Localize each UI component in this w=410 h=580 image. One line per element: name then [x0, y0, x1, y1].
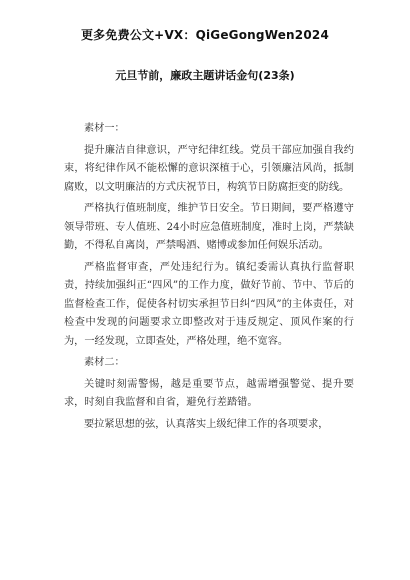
- section-label: 素材一：: [84, 123, 125, 134]
- body-paragraph: 要拉紧思想的弦，认真落实上级纪律工作的各项要求，: [84, 418, 329, 430]
- section-label: 素材二：: [84, 357, 125, 368]
- body-paragraph: 关键时刻需警惕，越是重要节点，越需增强警觉、提升要求，时刻自我监督和自省，避免行差踏错。: [64, 378, 354, 408]
- body-paragraph: 严格执行值班制度，维护节日安全。节日期间，要严格遵守领导带班、专人值班、24小时应急值班制度，准时上岗，严禁缺勤，不得私自离岗，严禁喝酒、赌博或参加任何娱乐活动。: [64, 203, 354, 251]
- document-title: 元旦节前，廉政主题讲话金句(23条): [115, 69, 295, 82]
- document-body: [64, 120, 354, 437]
- promo-header: 更多免费公文+VX：QiGeGongWen2024: [80, 28, 329, 42]
- body-paragraph: 提升廉洁自律意识，严守纪律红线。党员干部应加强自我约束，将纪律作风不能松懈的意识深植于心，引领廉洁风尚，抵制腐败，以文明廉洁的方式庆祝节日，构筑节日防腐拒变的防线。: [64, 144, 354, 193]
- body-paragraph: 严格监督审查，严处违纪行为。镇纪委需认真执行监督职责，持续加强纠正“四风”的工作力度，做好节前、节中、节后的监督检查工作，促使各村切实承担节日纠“四风”的主体责任，对检查中发现的问题要求立即整改对于违反规定、顶风作案的行为，一经发现，立即查处，严格处理，绝不宽容。: [64, 261, 354, 347]
